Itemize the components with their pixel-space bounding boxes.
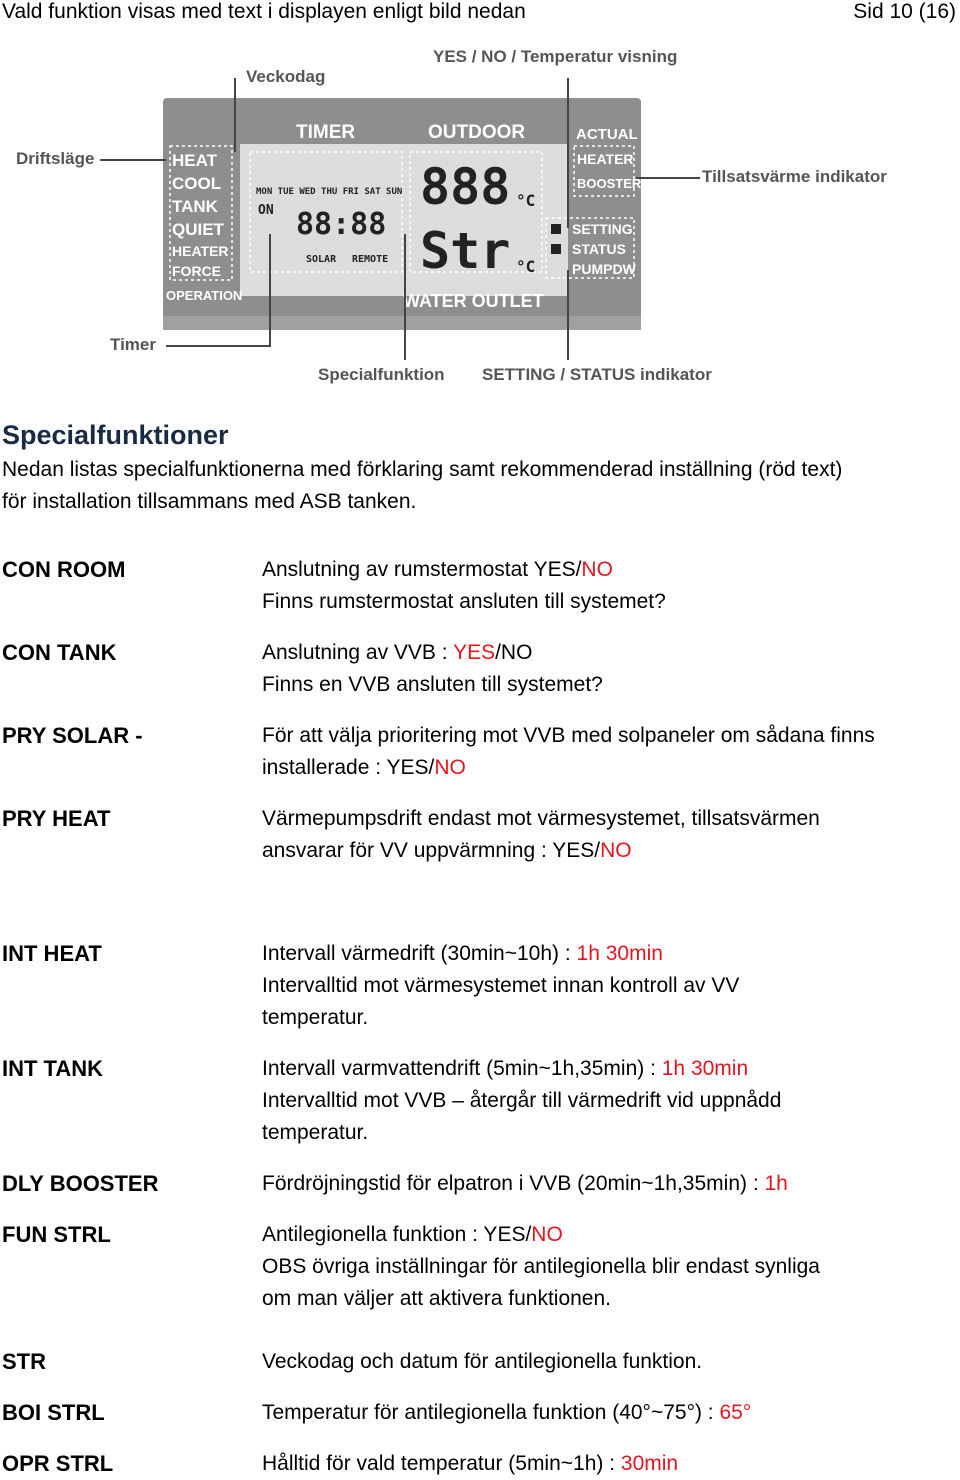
desc-text: OBS övriga inställningar för antilegionella blir endast synliga bbox=[262, 1255, 820, 1278]
term-pry-heat: PRY HEAT bbox=[2, 806, 111, 831]
desc-int-tank bbox=[262, 1053, 958, 1149]
callout-yes-no: YES / NO / Temperatur visning bbox=[433, 47, 678, 66]
lcd-unit-top: °C bbox=[516, 191, 536, 210]
lcd-setting: SETTING bbox=[572, 221, 633, 237]
lcd-frame-bevel bbox=[163, 316, 641, 330]
lcd-mode-heater: HEATER bbox=[172, 243, 229, 259]
lcd-booster-indicator: BOOSTER bbox=[577, 176, 642, 191]
desc-text: Intervall värmedrift (30min~10h) : bbox=[262, 942, 577, 965]
lcd-mode-heat: HEAT bbox=[172, 151, 218, 170]
lcd-digits-top: 888 bbox=[420, 158, 511, 216]
lcd-weekdays: MON TUE WED THU FRI SAT SUN bbox=[256, 187, 403, 197]
term-con-tank: CON TANK bbox=[2, 640, 117, 665]
recommended-value: NO bbox=[600, 839, 632, 862]
lcd-mode-force: FORCE bbox=[172, 263, 221, 279]
desc-con-room bbox=[262, 554, 958, 618]
desc-text: om man väljer att aktivera funktionen. bbox=[262, 1287, 612, 1310]
lcd-label-operation: OPERATION bbox=[166, 288, 243, 303]
lcd-status: STATUS bbox=[572, 241, 626, 257]
lcd-unit-bottom: °C bbox=[516, 257, 536, 276]
term-dly-booster: DLY BOOSTER bbox=[2, 1171, 159, 1196]
lcd-mode-quiet: QUIET bbox=[172, 220, 224, 239]
desc-text: /NO bbox=[495, 641, 533, 664]
desc-text: Finns rumstermostat ansluten till systemet? bbox=[262, 590, 666, 613]
lcd-label-actual: ACTUAL bbox=[576, 126, 638, 143]
term-int-tank: INT TANK bbox=[2, 1056, 104, 1081]
desc-opr-strl bbox=[262, 1448, 958, 1480]
lcd-label-outdoor: OUTDOOR bbox=[428, 122, 526, 143]
desc-pry-heat bbox=[262, 803, 958, 867]
desc-con-tank bbox=[262, 637, 958, 701]
header-left: Vald funktion visas med text i displayen enligt bild nedan bbox=[2, 0, 526, 23]
desc-text: temperatur. bbox=[262, 1006, 369, 1029]
lcd-pumpdw: PUMPDW bbox=[572, 261, 636, 277]
lcd-water-outlet: WATER OUTLET bbox=[403, 291, 544, 311]
callout-veckodag: Veckodag bbox=[246, 67, 326, 86]
desc-int-heat bbox=[262, 938, 958, 1034]
lcd-digits-bottom: Str bbox=[420, 222, 511, 280]
intro-text bbox=[2, 454, 952, 518]
lcd-heater-indicator: HEATER bbox=[577, 151, 634, 167]
recommended-value: 65° bbox=[719, 1401, 752, 1424]
desc-boi-strl bbox=[262, 1397, 958, 1429]
callout-driftslage: Driftsläge bbox=[16, 149, 95, 168]
desc-text: Antilegionella funktion : YES/ bbox=[262, 1223, 532, 1246]
desc-text: Intervall varmvattendrift (5min~1h,35min) : bbox=[262, 1057, 662, 1080]
recommended-value: NO bbox=[434, 756, 466, 779]
term-str: STR bbox=[2, 1349, 46, 1374]
desc-text: För att välja prioritering mot VVB med solpaneler om sådana finns bbox=[262, 724, 875, 747]
desc-text: Anslutning av rumstermostat YES/ bbox=[262, 558, 582, 581]
desc-text: Anslutning av VVB : bbox=[262, 641, 454, 664]
desc-pry-solar bbox=[262, 720, 958, 784]
callout-setting-status: SETTING / STATUS indikator bbox=[482, 365, 712, 384]
desc-text: Intervalltid mot värmesystemet innan kontroll av VV bbox=[262, 974, 740, 997]
term-fun-strl: FUN STRL bbox=[2, 1222, 111, 1247]
lcd-label-timer: TIMER bbox=[296, 122, 356, 143]
desc-text: Hålltid för vald temperatur (5min~1h) : bbox=[262, 1452, 621, 1475]
callout-tillsats: Tillsatsvärme indikator bbox=[702, 167, 887, 186]
desc-text: ansvarar för VV uppvärmning : YES/ bbox=[262, 839, 601, 862]
desc-text: Värmepumpsdrift endast mot värmesystemet, tillsatsvärmen bbox=[262, 807, 820, 830]
desc-text: Temperatur för antilegionella funktion (40°~75°) : bbox=[262, 1401, 720, 1424]
desc-dly-booster bbox=[262, 1168, 958, 1200]
desc-str bbox=[262, 1346, 958, 1378]
status-square bbox=[551, 244, 561, 254]
desc-text: installerade : YES/ bbox=[262, 756, 435, 779]
term-con-room: CON ROOM bbox=[2, 557, 126, 582]
callout-special: Specialfunktion bbox=[318, 365, 445, 384]
page-number: Sid 10 (16) bbox=[853, 0, 956, 23]
term-int-heat: INT HEAT bbox=[2, 941, 102, 966]
recommended-value: 1h 30min bbox=[661, 1057, 749, 1080]
lcd-mode-tank: TANK bbox=[172, 197, 218, 216]
recommended-value: 1h 30min bbox=[576, 942, 663, 965]
lcd-mode-cool: COOL bbox=[172, 174, 222, 193]
section-title: Specialfunktioner bbox=[2, 420, 229, 450]
recommended-value: 1h bbox=[764, 1172, 788, 1195]
desc-text: temperatur. bbox=[262, 1121, 369, 1144]
desc-fun-strl bbox=[262, 1219, 958, 1315]
desc-text: Veckodag och datum för antilegionella funktion. bbox=[262, 1350, 703, 1373]
lcd-solar: SOLAR bbox=[306, 254, 337, 265]
lcd-display-diagram bbox=[0, 38, 960, 394]
recommended-value: YES bbox=[453, 641, 496, 664]
desc-text: Finns en VVB ansluten till systemet? bbox=[262, 673, 603, 696]
term-boi-strl: BOI STRL bbox=[2, 1400, 105, 1425]
setting-square bbox=[551, 224, 561, 234]
intro-line-2: för installation tillsammans med ASB tanken. bbox=[2, 490, 417, 513]
intro-line-1: Nedan listas specialfunktionerna med förklaring samt rekommenderad inställning (röd text) bbox=[2, 458, 843, 481]
recommended-value: NO bbox=[581, 558, 613, 581]
lcd-clock: 88:88 bbox=[296, 207, 387, 242]
recommended-value: 30min bbox=[620, 1452, 679, 1475]
desc-text: Intervalltid mot VVB – återgår till värmedrift vid uppnådd bbox=[262, 1089, 782, 1112]
recommended-value: NO bbox=[531, 1223, 563, 1246]
lcd-remote: REMOTE bbox=[352, 254, 389, 265]
callout-timer: Timer bbox=[110, 335, 156, 354]
term-opr-strl: OPR STRL bbox=[2, 1451, 114, 1476]
desc-text: Fördröjningstid för elpatron i VVB (20min~1h,35min) : bbox=[262, 1172, 765, 1195]
term-pry-solar: PRY SOLAR - bbox=[2, 723, 143, 748]
lcd-on: ON bbox=[258, 203, 274, 218]
